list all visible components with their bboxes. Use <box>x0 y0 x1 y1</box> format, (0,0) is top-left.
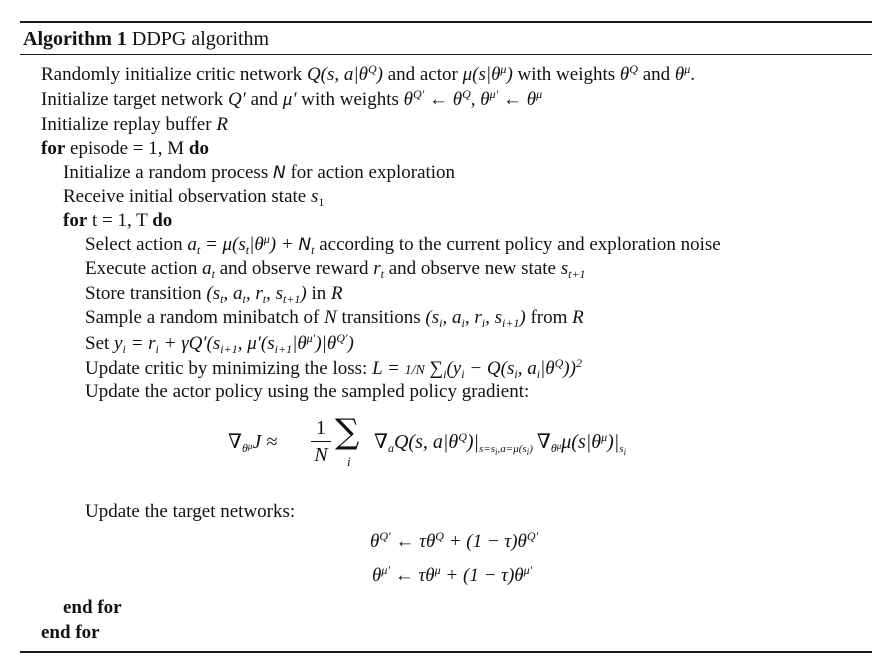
text: Randomly initialize critic network <box>41 64 307 85</box>
math: R <box>216 114 228 135</box>
math: )| <box>466 431 480 453</box>
line-for-t <box>63 209 172 233</box>
math: R <box>331 283 343 304</box>
algorithm-label: Algorithm 1 <box>23 28 127 50</box>
math-sub: t <box>311 243 315 257</box>
math: ← τθ <box>390 531 436 552</box>
text: from <box>525 307 573 328</box>
math-sub: i+1 <box>501 316 520 330</box>
math: L = <box>372 358 405 379</box>
text: and observe reward <box>214 258 374 279</box>
math-sup: Q′ <box>412 87 425 101</box>
math: a <box>187 234 197 255</box>
sum-index: i <box>347 454 351 469</box>
math: |θ <box>249 234 264 255</box>
math-sub: t <box>380 267 384 281</box>
gradient-fraction <box>311 416 331 467</box>
math: ) <box>347 333 354 354</box>
math-frac: 1/N <box>404 363 425 378</box>
text: Initialize a random process <box>63 162 273 183</box>
math-sub: θ <box>550 441 557 455</box>
math: ← θ <box>424 89 463 110</box>
math-sub: i+1 <box>274 342 293 356</box>
math-sup: μ′ <box>306 331 316 345</box>
math-sup: Q′ <box>379 529 391 543</box>
gradient-lhs <box>228 429 277 454</box>
text: Store transition <box>85 283 207 304</box>
fraction-denominator: N <box>314 444 328 466</box>
math-sub: i+1 <box>220 342 238 356</box>
math: Q(s, a|θ <box>306 64 368 85</box>
math-sub: s=s <box>479 443 496 455</box>
text: Select action <box>85 234 188 255</box>
line-select-action <box>85 233 721 257</box>
keyword-for: for <box>63 210 88 231</box>
math: ← τθ <box>390 565 435 586</box>
algorithm-title: DDPG algorithm <box>131 28 270 50</box>
math: N <box>298 235 312 255</box>
text: according to the current policy and exploration noise <box>314 234 721 255</box>
fraction-numerator: 1 <box>316 417 326 439</box>
text: Update the target networks: <box>85 501 296 522</box>
math-sub: i <box>495 447 498 457</box>
caption-rule <box>20 54 872 55</box>
math-sub: i <box>443 367 447 381</box>
math: Q′ <box>227 89 246 110</box>
math-sub: t+1 <box>568 267 586 281</box>
keyword-do: do <box>152 210 173 231</box>
math-sup: μ <box>263 232 270 246</box>
line-set-target <box>85 332 354 356</box>
line-sample-minibatch <box>85 306 584 330</box>
target-update-critic-equation <box>370 530 538 554</box>
line-update-target-networks <box>85 500 295 524</box>
text: for action exploration <box>285 162 456 183</box>
math: ∑ <box>424 358 444 379</box>
math: ) <box>506 64 513 85</box>
math-sub: i <box>461 367 465 381</box>
math: , a <box>517 358 537 379</box>
fraction-bar <box>311 441 331 442</box>
math-sub: i <box>536 367 541 381</box>
math: ∇ <box>536 431 551 453</box>
math: ∇ <box>228 431 242 453</box>
math: , μ′(s <box>237 333 275 354</box>
text: Update critic by minimizing the loss: <box>85 358 373 379</box>
text: and observe new state <box>383 258 561 279</box>
text: episode = 1, M <box>65 138 189 159</box>
line-init-random-process <box>63 161 455 185</box>
math-sup: μ′ <box>489 87 499 101</box>
math: Q(s, a|θ <box>393 431 459 453</box>
line-for-episode <box>41 137 209 161</box>
math-sub: ) <box>529 443 533 455</box>
math-sub: i <box>155 342 159 356</box>
keyword-end-for: end for <box>41 622 100 643</box>
math: , s <box>266 283 283 304</box>
math: N <box>272 163 286 183</box>
math-sub: t <box>220 292 224 306</box>
math: + γQ′(s <box>158 333 221 354</box>
text: and <box>245 89 283 110</box>
math: ∇ <box>374 431 388 453</box>
math-sup: Q <box>629 62 638 76</box>
math-sup: Q <box>367 62 377 76</box>
math: ) <box>300 283 307 304</box>
algorithm-caption <box>23 27 269 51</box>
math: R <box>572 307 584 328</box>
math: ← θ <box>498 89 537 110</box>
math-sub: i <box>481 316 486 330</box>
math: , a <box>223 283 243 304</box>
math: , a <box>442 307 462 328</box>
math: , r <box>464 307 482 328</box>
math: s <box>560 258 569 279</box>
text: Set <box>85 333 115 354</box>
text: Receive initial observation state <box>63 186 311 207</box>
math-sub: t <box>242 292 246 306</box>
keyword-do: do <box>188 138 209 159</box>
math-sup: Q <box>554 356 564 370</box>
text: with weights <box>296 89 404 110</box>
math: )| <box>607 431 620 453</box>
math-sub: i <box>526 447 530 457</box>
keyword-end-for: end for <box>63 597 122 618</box>
math-sub: ,a=μ(s <box>497 443 527 455</box>
text: transitions <box>336 307 426 328</box>
math-sub: t <box>196 243 201 257</box>
math: = r <box>125 333 156 354</box>
bottom-rule <box>20 651 872 653</box>
math: )|θ <box>315 333 337 354</box>
text: Execute action <box>85 258 203 279</box>
text: and actor <box>382 64 463 85</box>
math-sup: μ <box>684 62 691 76</box>
math: μ(s|θ <box>561 431 602 453</box>
math: ) + <box>269 234 299 255</box>
math-sup: μ <box>536 87 543 101</box>
math-sup: Q′ <box>336 331 348 345</box>
math-sub: t <box>211 267 215 281</box>
math-sup: Q <box>462 87 471 101</box>
math: , r <box>245 283 263 304</box>
text: Sample a random minibatch of <box>85 307 325 328</box>
math: |θ <box>540 358 555 379</box>
math-sup: μ <box>601 430 608 444</box>
math: )) <box>563 358 576 379</box>
math-sup: μ′ <box>381 563 390 577</box>
top-rule <box>20 21 872 23</box>
math: (s <box>425 307 440 328</box>
math: θ <box>403 89 413 110</box>
math: μ(s|θ <box>462 64 501 85</box>
target-update-actor-equation <box>372 564 532 588</box>
math-sub: i <box>122 342 126 356</box>
line-end-for-inner <box>63 596 122 620</box>
math-sub: i <box>514 367 518 381</box>
math-sup: Q′ <box>526 529 539 543</box>
line-end-for-outer <box>41 621 100 645</box>
text: and <box>637 64 675 85</box>
math: (y <box>446 358 462 379</box>
math-sub: 1 <box>318 195 325 209</box>
math-sub: t <box>245 243 250 257</box>
math-sub: a <box>387 441 394 455</box>
line-receive-observation <box>63 185 324 209</box>
math-sub: θ <box>241 441 248 455</box>
math: θ <box>370 531 380 552</box>
sum-symbol: ∑ <box>335 412 360 452</box>
math: r <box>373 258 381 279</box>
math: = μ(s <box>200 234 246 255</box>
line-update-actor <box>85 380 529 404</box>
math-sub: i <box>439 316 443 330</box>
text: Update the actor policy using the sampled policy gradient: <box>85 381 530 402</box>
math-sup: μ <box>500 62 507 76</box>
gradient-rhs <box>374 429 627 457</box>
text: t = 1, T <box>87 210 153 231</box>
math: , s <box>485 307 502 328</box>
math: + (1 − τ)θ <box>440 565 524 586</box>
line-init-target-network <box>41 88 542 112</box>
text: Initialize target network <box>41 89 228 110</box>
math-sup: Q <box>435 529 444 543</box>
math-sup: 2 <box>575 356 582 370</box>
line-store-transition <box>85 282 343 306</box>
math: μ′ <box>282 89 297 110</box>
math-sub: s <box>619 443 624 455</box>
math: ) <box>376 64 383 85</box>
keyword-for: for <box>41 138 66 159</box>
math: θ <box>674 64 685 85</box>
math-sup: μ′ <box>523 563 533 577</box>
math: ) <box>519 307 526 328</box>
math: |θ <box>292 333 307 354</box>
text: . <box>690 64 695 85</box>
math: (s <box>206 283 221 304</box>
text: in <box>306 283 332 304</box>
math: θ <box>619 64 630 85</box>
math-sub: t <box>262 292 267 306</box>
math-sub: i <box>461 316 465 330</box>
math: a <box>202 258 212 279</box>
line-init-critic-actor <box>41 63 695 87</box>
math: − Q(s <box>464 358 515 379</box>
line-execute-action <box>85 257 586 281</box>
math-sup: Q <box>458 430 467 444</box>
text: with weights <box>512 64 620 85</box>
math: θ <box>372 565 382 586</box>
line-init-replay-buffer <box>41 113 228 137</box>
math: J ≈ <box>252 431 278 453</box>
math-sub: μ <box>247 441 253 451</box>
math: y <box>114 333 123 354</box>
math-sub: t+1 <box>282 292 301 306</box>
math-sub: i <box>623 447 627 457</box>
math-sup: μ <box>434 563 441 577</box>
math-sub: μ <box>556 441 562 451</box>
math: + (1 − τ)θ <box>443 531 527 552</box>
math: s <box>310 186 319 207</box>
text: Initialize replay buffer <box>41 114 217 135</box>
math: , θ <box>470 89 490 110</box>
math: N <box>324 307 337 328</box>
